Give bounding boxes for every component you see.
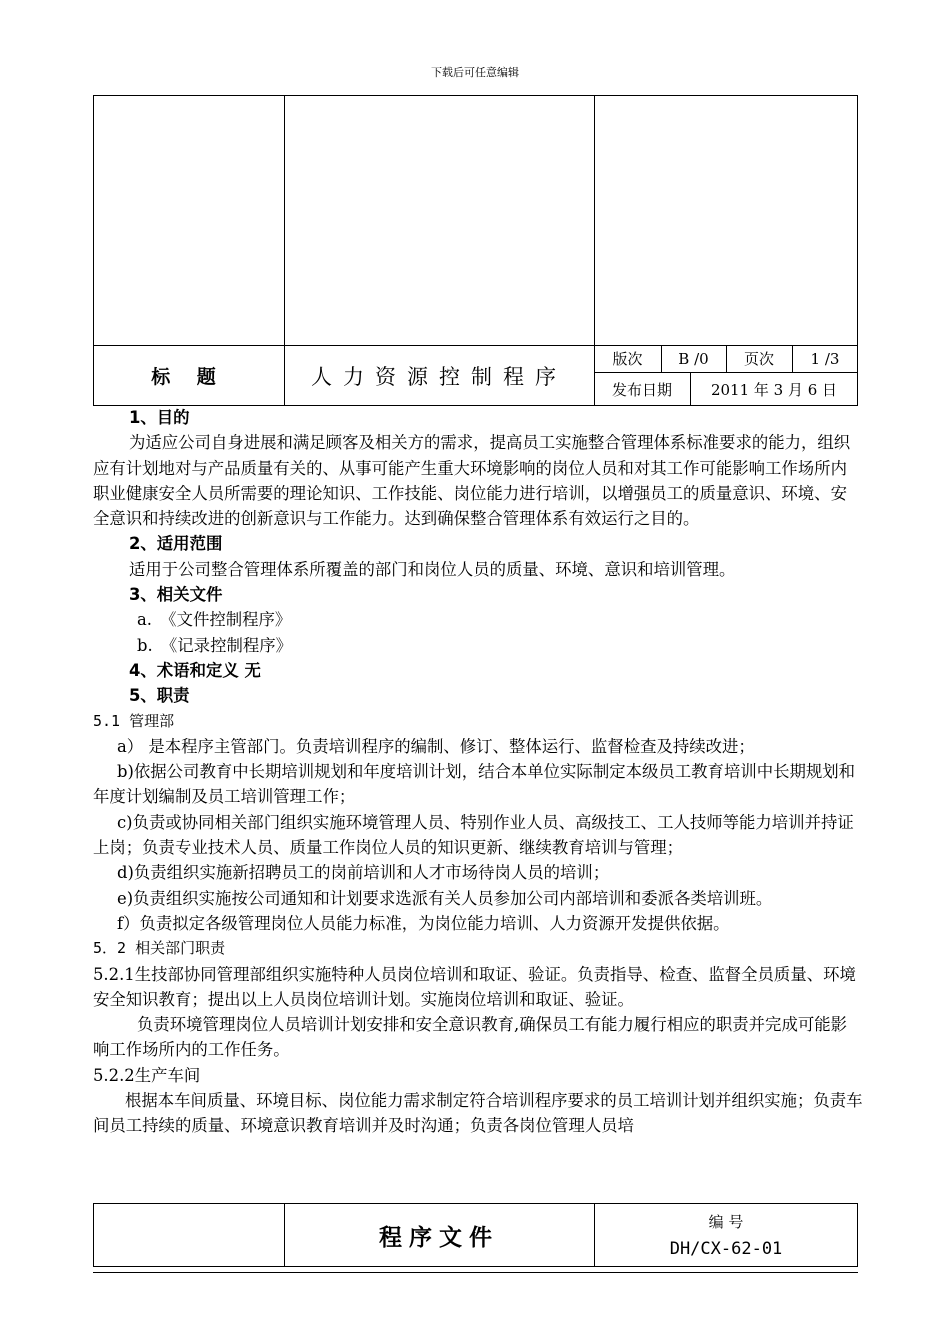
list-item: a. 《文件控制程序》 [137, 610, 292, 630]
page-label: 页次 [743, 350, 774, 368]
version-value: B /0 [678, 349, 709, 368]
paragraph: 为适应公司自身进展和满足顾客及相关方的需求，提高员工实施整合管理体系标准要求的能力，组织应有计划地对与产品质量有关的、从事可能产生重大环境影响的岗位人员和对其工作可能影响工作场所内职业健康安全人员所需要的理论知识、工作技能、岗位能力进行培训，以增强员工的质量意识、环境、安全意识和持续改进的创新意识与工作能力。达到确保整合管理体系有效运行之目的。 [93, 433, 851, 529]
page-value: 1 /3 [810, 349, 840, 368]
section-heading: 1、目的 [129, 408, 190, 427]
date-value: 2011 年 3 月 6 日 [710, 380, 838, 399]
paragraph: b)依据公司教育中长期培训规划和年度培训计划，结合本单位实际制定本级员工教育培训中长期规划和年度计划编制及员工培训管理工作； [93, 762, 856, 807]
section-heading: 4、术语和定义 无 [129, 660, 261, 680]
header-label: 标 题 [151, 366, 226, 388]
watermark-text: 下载后可任意编辑 [431, 66, 519, 79]
paragraph: 根据本车间质量、环境目标、岗位能力需求制定符合培训程序要求的员工培训计划并组织实施；负责车间员工持续的质量、环境意识教育培训并及时沟通；负责各岗位管理人员培 [93, 1091, 863, 1136]
footer-code-label: 编 号 [708, 1212, 744, 1231]
section-heading: 5、职责 [129, 686, 190, 706]
date-label: 发布日期 [611, 380, 672, 399]
paragraph: 适用于公司整合管理体系所覆盖的部门和岗位人员的质量、环境、意识和培训管理。 [129, 559, 736, 579]
paragraph: 负责环境管理岗位人员培训计划安排和安全意识教育,确保员工有能力履行相应的职责并完成可能影响工作场所内的工作任务。 [93, 1015, 848, 1060]
document-title: 人力资源控制程序 [311, 364, 567, 389]
footer-code-value: DH/CX-62-01 [669, 1239, 783, 1259]
footer-doc-type: 程序文件 [379, 1223, 499, 1251]
subsection-heading: 5.1 管理部 [93, 711, 175, 730]
version-label: 版次 [612, 350, 643, 368]
section-heading: 3、相关文件 [129, 585, 223, 605]
subsection-heading: 5.2.2生产车间 [93, 1065, 201, 1085]
paragraph: e)负责组织实施按公司通知和计划要求选派有关人员参加公司内部培训和委派各类培训班。 [117, 888, 773, 908]
subsection-heading: 5．2 相关部门职责 [93, 939, 226, 958]
paragraph: d)负责组织实施新招聘员工的岗前培训和人才市场待岗人员的培训； [117, 863, 610, 883]
paragraph: c)负责或协同相关部门组织实施环境管理人员、特别作业人员、高级技工、工人技师等能力培训并持证上岗；负责专业技术人员、质量工作岗位人员的知识更新、继续教育培训与管理； [93, 812, 854, 858]
document-body [93, 405, 863, 1139]
paragraph: a） 是本程序主管部门。负责培训程序的编制、修订、整体运行、监督检查及持续改进； [117, 736, 755, 756]
section-heading: 2、适用范围 [129, 534, 223, 554]
paragraph: f）负责拟定各级管理岗位人员能力标准，为岗位能力培训、人力资源开发提供依据。 [117, 913, 730, 933]
list-item: b. 《记录控制程序》 [137, 635, 293, 655]
paragraph: 5.2.1生技部协同管理部组织实施特种人员岗位培训和取证、验证。负责指导、检查、监督全员质量、环境安全知识教育；提出以上人员岗位培训计划。实施岗位培训和取证、验证。 [93, 964, 856, 1009]
